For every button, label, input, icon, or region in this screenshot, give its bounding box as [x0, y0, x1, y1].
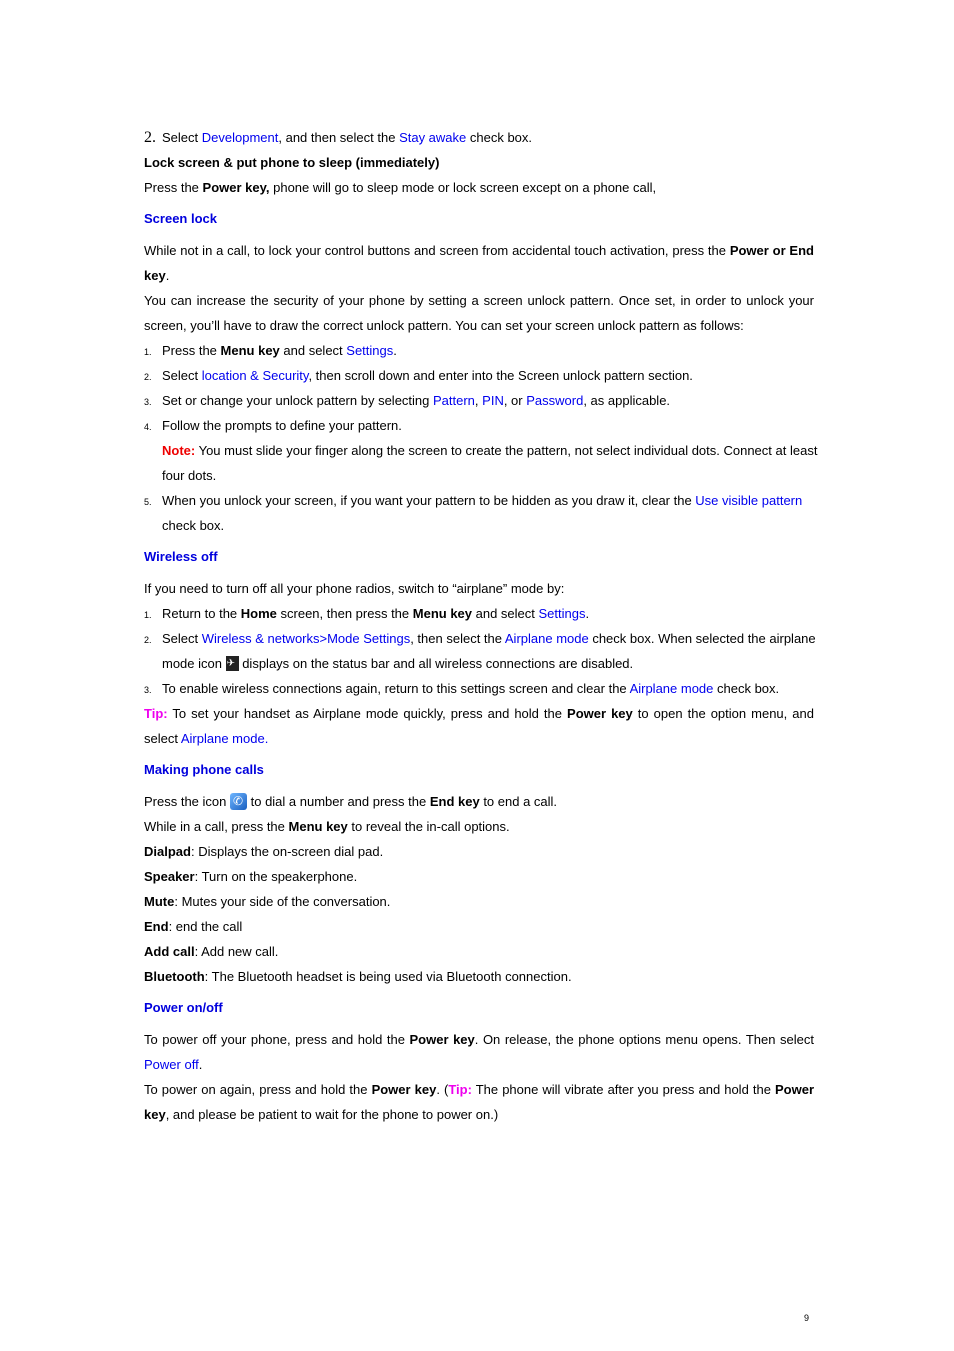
document-page: [144, 125, 818, 1127]
text: Select: [162, 130, 202, 145]
option-term: Speaker: [144, 869, 195, 884]
option-term: Mute: [144, 894, 175, 909]
text: The phone will vibrate after you press and hold the: [471, 1082, 775, 1097]
text: Press the: [144, 180, 203, 195]
text: check box.: [466, 130, 533, 145]
text: to open the option menu, and: [632, 706, 814, 721]
power-heading: Power on/off: [144, 1000, 223, 1015]
text: To enable wireless connections again, return to this settings screen and clear the: [162, 681, 630, 696]
making-calls-heading: Making phone calls: [144, 762, 264, 777]
text: phone will go to sleep mode or lock screen except on a phone call,: [269, 180, 657, 195]
airplane-mode-link[interactable]: Airplane mode: [504, 631, 589, 646]
phone-dialer-icon[interactable]: [230, 793, 247, 810]
option-desc: : Displays the on-screen dial pad.: [190, 844, 384, 859]
note-label: Note:: [162, 443, 196, 458]
screen-lock-p2-line1: You can increase the security of your phone by setting a screen unlock pattern. Once set, in order to unlock your: [144, 293, 814, 308]
wireless-tip-line1: [144, 701, 814, 726]
wireless-step-2: [144, 626, 814, 651]
page-number: 9: [804, 1313, 810, 1323]
option-term: End: [144, 919, 169, 934]
option-term: Add call: [144, 944, 195, 959]
calls-p2: [144, 814, 814, 839]
step-number: 1.: [144, 347, 152, 357]
text: check box. When selected the airplane: [588, 631, 816, 646]
screen-lock-step-4: [144, 413, 814, 438]
pin-link[interactable]: PIN: [482, 393, 504, 408]
text: ,: [474, 393, 483, 408]
step-number: 2.: [144, 635, 152, 645]
screen-lock-p2-line2: screen, you’ll have to draw the correct unlock pattern. You can set your screen unlock pattern as follows:: [144, 318, 744, 333]
screen-lock-step-5-cont: check box.: [162, 518, 225, 533]
text: To power off your phone, press and hold the: [144, 1032, 410, 1047]
screen-lock-heading: Screen lock: [144, 211, 217, 226]
text: , then scroll down and enter into the Screen unlock pattern section.: [308, 368, 693, 383]
call-option-end: [144, 914, 814, 939]
text: to end a call.: [479, 794, 558, 809]
option-desc: : Add new call.: [194, 944, 279, 959]
option-desc: : end the call: [168, 919, 243, 934]
text: You must slide your finger along the screen to create the pattern, not select individual dots. Connect at least: [195, 443, 818, 458]
pattern-link[interactable]: Pattern: [433, 393, 475, 408]
text: When you unlock your screen, if you want your pattern to be hidden as you draw it, clear the: [162, 493, 696, 508]
text: Return to the: [162, 606, 241, 621]
text: screen, then press the: [276, 606, 413, 621]
power-end-key-text: Power or End: [729, 243, 814, 258]
text: Press the: [162, 343, 221, 358]
screen-lock-step-1: [144, 338, 814, 363]
airplane-mode-link[interactable]: Airplane mode: [180, 731, 265, 746]
call-option-dialpad: [144, 839, 814, 864]
call-option-mute: [144, 889, 814, 914]
screen-lock-p1-line2: [144, 263, 814, 288]
home-text: Home: [240, 606, 277, 621]
power-p2-line1: [144, 1077, 814, 1102]
note-line1: [144, 438, 818, 463]
power-p1-line2: [144, 1052, 814, 1077]
power-off-link[interactable]: Power off: [144, 1057, 199, 1072]
text: , then select the: [410, 631, 505, 646]
step-number: 3.: [144, 397, 152, 407]
calls-p1: [144, 789, 814, 814]
call-option-add-call: [144, 939, 814, 964]
text: , and then select the: [278, 130, 400, 145]
text: . On release, the phone options menu opens. Then select: [474, 1032, 814, 1047]
airplane-mode-link[interactable]: Airplane mode: [629, 681, 714, 696]
text: Press the icon: [144, 794, 230, 809]
step-number: 3.: [144, 685, 152, 695]
lock-screen-heading: Lock screen & put phone to sleep (immediately): [144, 155, 440, 170]
text: .: [585, 606, 590, 621]
settings-link[interactable]: Settings: [538, 606, 586, 621]
airplane-mode-icon: [226, 656, 239, 671]
text: select: [144, 731, 181, 746]
step-number: 2.: [144, 372, 152, 382]
text: check box.: [713, 681, 780, 696]
call-option-speaker: [144, 864, 814, 889]
stay-awake-link[interactable]: Stay awake: [399, 130, 467, 145]
option-desc: : The Bluetooth headset is being used via Bluetooth connection.: [204, 969, 572, 984]
call-option-bluetooth: [144, 964, 814, 989]
text: to dial a number and press the: [247, 794, 430, 809]
screen-lock-step-2: [144, 363, 814, 388]
password-link[interactable]: Password: [526, 393, 584, 408]
power-key-text: Power key,: [202, 180, 270, 195]
option-term: Dialpad: [144, 844, 191, 859]
option-desc: : Turn on the speakerphone.: [194, 869, 358, 884]
text: to reveal the in-call options.: [347, 819, 510, 834]
text: To set your handset as Airplane mode quickly, press and hold the: [167, 706, 568, 721]
menu-key-text: Menu key: [412, 606, 473, 621]
text: .: [393, 343, 397, 358]
development-link[interactable]: Development: [201, 130, 279, 145]
text: and select: [472, 606, 539, 621]
text: While not in a call, to lock your control buttons and screen from accidental touch activation, press the: [144, 243, 726, 258]
option-desc: : Mutes your side of the conversation.: [174, 894, 391, 909]
text: mode icon: [162, 656, 226, 671]
power-text: Power: [774, 1082, 814, 1097]
key-text: key: [144, 268, 166, 283]
option-term: Bluetooth: [144, 969, 205, 984]
key-text: key: [144, 1107, 166, 1122]
text: , or: [503, 393, 527, 408]
step-stay-awake: [144, 125, 814, 150]
text: . (: [436, 1082, 449, 1097]
text: While in a call, press the: [144, 819, 289, 834]
step-number: 4.: [144, 422, 152, 432]
menu-key-text: Menu key: [288, 819, 348, 834]
wireless-off-heading: Wireless off: [144, 549, 218, 564]
text: Set or change your unlock pattern by selecting: [162, 393, 433, 408]
screen-lock-step-3: [144, 388, 814, 413]
text: .: [198, 1057, 203, 1072]
power-p1-line1: [144, 1027, 814, 1052]
power-p2-line2: [144, 1102, 814, 1127]
screen-lock-p1-line1: [144, 238, 814, 263]
text: .: [165, 268, 170, 283]
tip-label: Tip:: [448, 1082, 472, 1097]
text: .: [264, 731, 269, 746]
settings-link[interactable]: Settings: [346, 343, 394, 358]
use-visible-pattern-link[interactable]: Use visible pattern: [695, 493, 803, 508]
text: To power on again, press and hold the: [144, 1082, 372, 1097]
wireless-step-2-cont: [144, 651, 814, 676]
text: Select: [162, 631, 202, 646]
wireless-step-3: [144, 676, 814, 701]
end-key-text: End key: [429, 794, 480, 809]
power-key-text: Power key: [567, 706, 633, 721]
step-number: 2.: [144, 129, 156, 146]
menu-key-text: Menu key: [220, 343, 280, 358]
text: displays on the status bar and all wireless connections are disabled.: [238, 656, 634, 671]
wireless-tip-line2: [144, 726, 814, 751]
location-security-link[interactable]: location & Security: [201, 368, 309, 383]
wireless-intro: If you need to turn off all your phone radios, switch to “airplane” mode by:: [144, 581, 565, 596]
step-number: 1.: [144, 610, 152, 620]
text: , and please be patient to wait for the phone to power on.): [165, 1107, 499, 1122]
wireless-step-1: [144, 601, 814, 626]
power-key-text: Power key: [371, 1082, 437, 1097]
wireless-networks-link[interactable]: Wireless & networks>Mode Settings: [201, 631, 411, 646]
text: Follow the prompts to define your pattern.: [162, 418, 402, 433]
note-line2: four dots.: [162, 468, 217, 483]
lock-screen-paragraph: [144, 175, 814, 200]
power-key-text: Power key: [409, 1032, 475, 1047]
text: , as applicable.: [583, 393, 671, 408]
screen-lock-step-5: [144, 488, 814, 513]
step-number: 5.: [144, 497, 152, 507]
tip-label: Tip:: [144, 706, 168, 721]
text: Select: [162, 368, 202, 383]
text: and select: [279, 343, 347, 358]
